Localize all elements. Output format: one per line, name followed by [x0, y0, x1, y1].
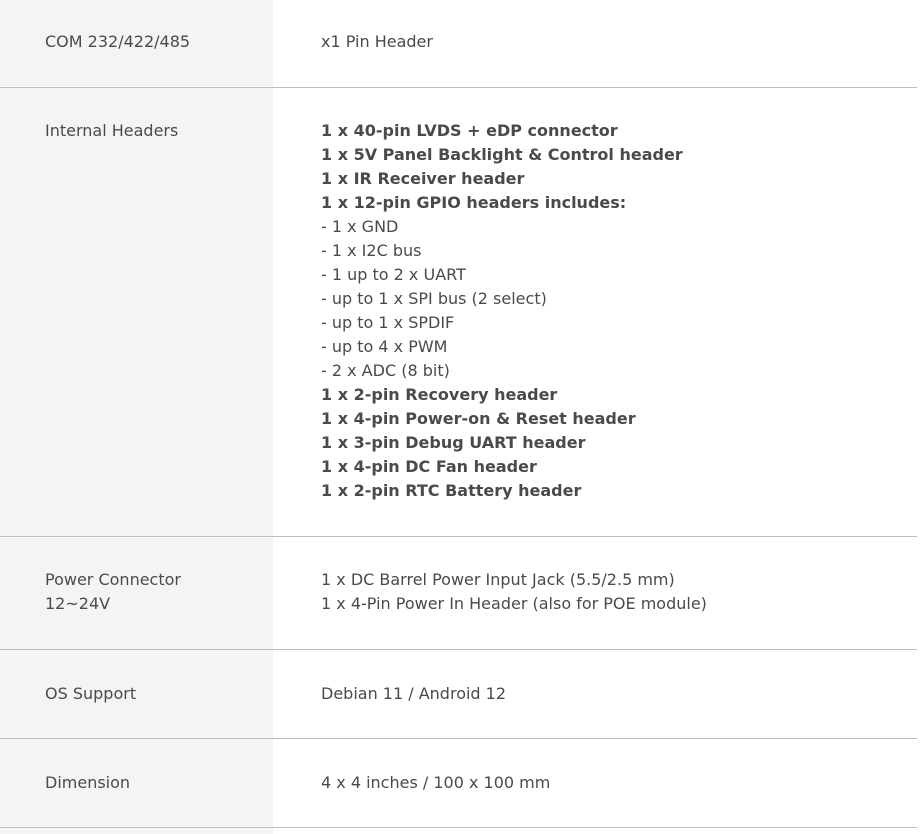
spec-label-cell: [0, 0, 273, 87]
spec-row-internal-headers: [0, 87, 917, 536]
spec-value-line: - up to 1 x SPI bus (2 select): [321, 288, 547, 308]
spec-label-cell: [0, 738, 273, 827]
spec-row-power-connector: [0, 536, 917, 649]
spec-label-cell: [0, 649, 273, 738]
spec-value-line: 1 x 4-Pin Power In Header (also for POE module): [321, 593, 707, 613]
spec-value-line: - up to 4 x PWM: [321, 336, 448, 356]
spec-label-sub: 12~24V: [45, 593, 111, 613]
spec-value-line: 1 x 4-pin DC Fan header: [321, 456, 537, 476]
spec-value-line: - 1 up to 2 x UART: [321, 264, 466, 284]
spec-value-line: 1 x DC Barrel Power Input Jack (5.5/2.5 mm): [321, 569, 675, 589]
spec-value-cell: [273, 87, 917, 536]
spec-label: Power Connector: [45, 569, 181, 589]
spec-value-line: x1 Pin Header: [321, 32, 433, 51]
spec-value-line: 1 x 40-pin LVDS + eDP connector: [321, 120, 618, 140]
spec-value-line: - 1 x GND: [321, 216, 399, 236]
spec-label-cell: [0, 536, 273, 649]
spec-row-os-support: [0, 649, 917, 738]
label-column-continuation: [0, 828, 273, 834]
spec-label: Internal Headers: [45, 120, 179, 140]
spec-value-line: 1 x 2-pin RTC Battery header: [321, 480, 582, 500]
spec-value-cell: [273, 0, 917, 87]
spec-label: COM 232/422/485: [45, 32, 191, 51]
spec-label: Dimension: [45, 772, 131, 792]
spec-value-cell: [273, 536, 917, 649]
spec-value-line: 1 x 5V Panel Backlight & Control header: [321, 144, 683, 164]
spec-value-cell: [273, 649, 917, 738]
spec-value-line: 1 x 4-pin Power-on & Reset header: [321, 408, 636, 428]
spec-value-line: - 2 x ADC (8 bit): [321, 360, 450, 380]
spec-value-line: 1 x 3-pin Debug UART header: [321, 432, 586, 452]
spec-row-dimension: [0, 738, 917, 827]
spec-label: OS Support: [45, 683, 137, 703]
spec-value-line: Debian 11 / Android 12: [321, 683, 507, 703]
spec-label-cell: [0, 87, 273, 536]
spec-row-com: [0, 0, 917, 87]
spec-value-line: 1 x 12-pin GPIO headers includes:: [321, 192, 627, 212]
spec-value-cell: [273, 738, 917, 827]
spec-value-line: 4 x 4 inches / 100 x 100 mm: [321, 772, 551, 792]
spec-value-line: 1 x IR Receiver header: [321, 168, 525, 188]
spec-value-line: 1 x 2-pin Recovery header: [321, 384, 558, 404]
spec-value-line: - up to 1 x SPDIF: [321, 312, 455, 332]
spec-value-line: - 1 x I2C bus: [321, 240, 422, 260]
